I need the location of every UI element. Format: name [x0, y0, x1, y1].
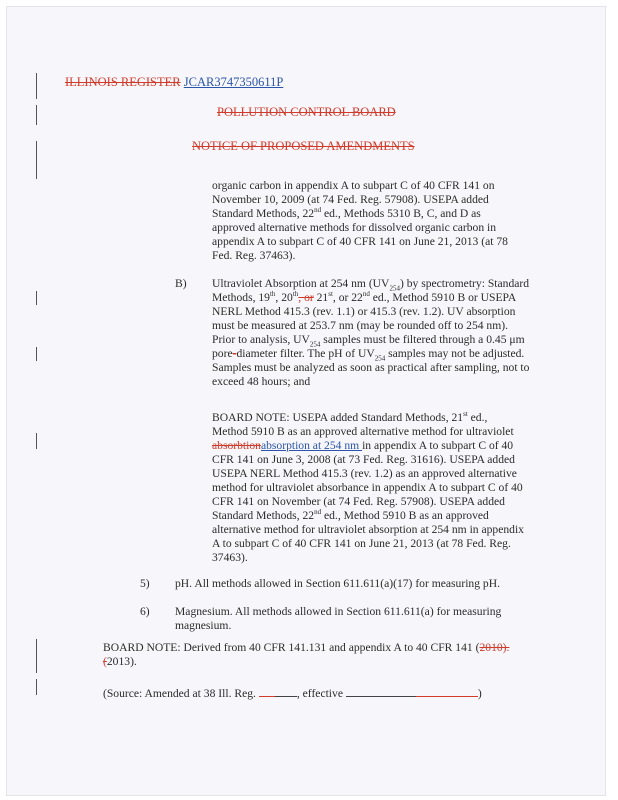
continuation-paragraph [212, 179, 582, 263]
change-bar [36, 679, 37, 695]
text-line: CFR 141 on November (at 74 Fed. Reg. 57908). USEPA added [212, 495, 505, 508]
text-line: Methods, 19th, 20th, or 21st, or 22nd ed., Method 5910 B or USEPA [212, 290, 517, 304]
register-deleted: ILLINOIS REGISTER [65, 75, 181, 89]
notice-heading: NOTICE OF PROPOSED AMENDMENTS [192, 139, 415, 153]
change-bar [36, 73, 37, 99]
text-line: Standard Methods, 22nd ed., Methods 5310 B, C, and D as [212, 206, 481, 220]
change-bar [36, 347, 37, 361]
text-line: USEPA NERL Method 415.3 (rev. 1.2) as an approved alternative [212, 467, 517, 480]
text-line: Samples must be analyzed as soon as practical after sampling, not to [212, 361, 530, 374]
text-line: Fed. Reg. 37463). [212, 249, 296, 262]
text-line: Standard Methods, 22nd ed., Method 5910 B as an approved [212, 508, 489, 522]
board-note-paragraph [212, 411, 592, 565]
item-b-marker: B) [175, 277, 187, 290]
text-line: method for ultraviolet absorbance in appendix A to subpart C of 40 [212, 481, 523, 494]
effective-date-blank [416, 687, 478, 697]
change-bar [36, 291, 37, 305]
text-line: magnesium. [175, 619, 232, 632]
text-line: CFR 141 on June 3, 2008 (at 73 Fed. Reg. 31616). USEPA added [212, 453, 515, 466]
item-b-paragraph [212, 277, 592, 389]
register-blank [275, 687, 297, 697]
item-5-text: pH. All methods allowed in Section 611.611(a)(17) for measuring pH. [175, 577, 500, 590]
deleted-text: - [232, 347, 237, 360]
text-line: NERL Method 415.3 (rev. 1.1) or 415.3 (rev. 1.2). UV absorption [212, 305, 516, 318]
deleted-text: , or [298, 291, 314, 304]
text-line: BOARD NOTE: Derived from 40 CFR 141.131 and appendix A to 40 CFR 141 (2010). [103, 641, 510, 654]
deleted-text: absorbtion [212, 439, 261, 452]
text-line: alternative method for ultraviolet absorption at 254 nm in appendix [212, 523, 524, 536]
text-line: November 10, 2009 (at 74 Fed. Reg. 57908). USEPA added [212, 193, 489, 206]
text-line: BOARD NOTE: USEPA added Standard Methods, 21st ed., [212, 410, 488, 424]
text-line: appendix A to subpart C of 40 CFR 141 on June 21, 2013 (at 78 [212, 235, 508, 248]
deleted-text: ( [103, 655, 107, 668]
item-6-marker: 6) [140, 605, 150, 618]
derivation-note [103, 641, 583, 669]
deleted-text: 2010). [479, 641, 510, 654]
register-header [65, 75, 283, 90]
text-line: A to subpart C of 40 CFR 141 on June 21, 2013 (at 78 Fed. Reg. [212, 537, 511, 550]
text-line: absorbtionabsorption at 254 nm in appendix A to subpart C of 40 [212, 439, 514, 452]
change-bar [36, 141, 37, 179]
board-heading: POLLUTION CONTROL BOARD [217, 105, 396, 119]
change-bar [36, 433, 37, 449]
text-line: Method 5910 B as an approved alternative method for ultraviolet [212, 425, 514, 438]
effective-date-blank [346, 687, 416, 697]
text-line: approved alternative methods for dissolved organic carbon in [212, 221, 497, 234]
change-bar [36, 639, 37, 673]
text-line: organic carbon in appendix A to subpart C of 40 CFR 141 on [212, 179, 495, 192]
text-line: Prior to analysis, $UV_{254}$ samples must be filtered through a 0.45 μm [212, 333, 525, 349]
text-line: (2013). [103, 655, 137, 668]
text-line: exceed 48 hours; and [212, 375, 311, 388]
change-bar [36, 105, 37, 125]
register-inserted: JCAR3747350611P [183, 75, 284, 89]
item-6-text [175, 605, 585, 633]
register-blank [259, 687, 275, 697]
inserted-text: absorption at 254 nm [260, 439, 363, 452]
text-line: must be measured at 253.7 nm (may be rounded off to 254 nm). [212, 319, 509, 332]
source-line: (Source: Amended at 38 Ill. Reg. , effective ) [103, 687, 482, 700]
document-page [6, 6, 606, 796]
item-5-marker: 5) [140, 577, 150, 590]
text-line: pore-diameter filter. The pH of $UV_{254}$ samples may not be adjusted. [212, 347, 525, 363]
text-line: Magnesium. All methods allowed in Section 611.611(a) for measuring [175, 605, 502, 618]
text-line: 37463). [212, 551, 248, 564]
text-line: Ultraviolet Absorption at 254 nm $(UV_{254})$ by spectrometry: Standard [212, 277, 530, 293]
